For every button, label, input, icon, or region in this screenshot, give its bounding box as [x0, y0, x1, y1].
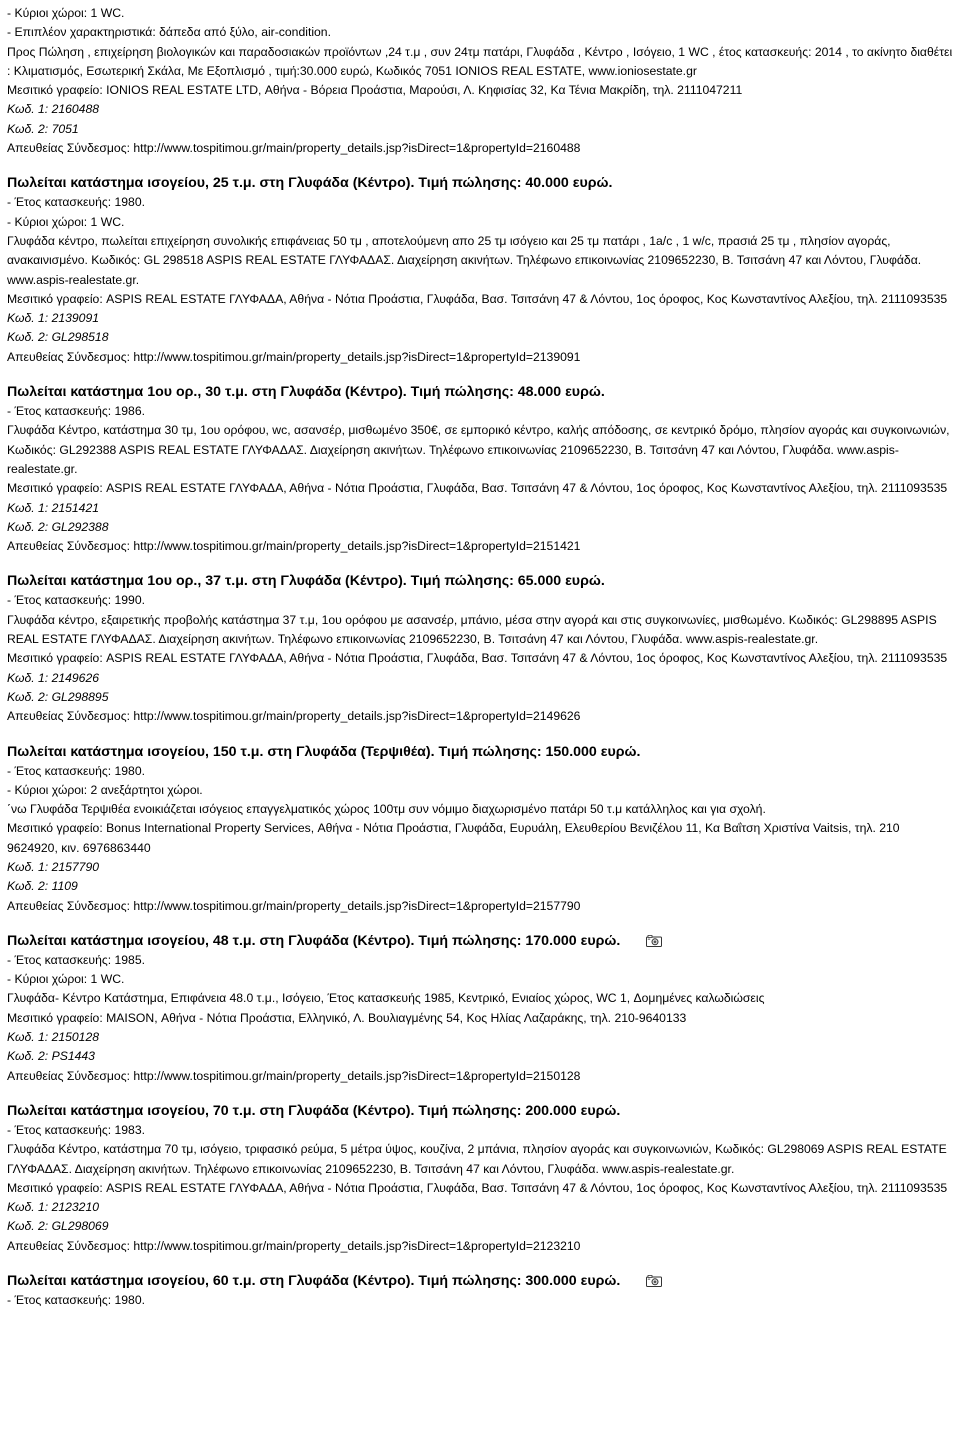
code-2: Κωδ. 2: GL298069 [7, 1219, 109, 1234]
code-2: Κωδ. 2: PS1443 [7, 1049, 95, 1064]
listings [7, 173, 953, 1310]
direct-link[interactable]: Απευθείας Σύνδεσμος: http://www.tospitimou.gr/main/property_details.jsp?isDirect=1&propertyId=2139091 [7, 349, 581, 364]
listing-title-text: Πωλείται κατάστημα 1ου ορ., 37 τ.μ. στη Γλυφάδα (Κέντρο). Τιμή πώλησης: 65.000 ευρώ. [7, 573, 605, 590]
listing-description: Γλυφάδα Κέντρο, κατάστημα 70 τμ, ισόγειο, τριφασικό ρεύμα, 5 μέτρα ύψος, κουζίνα, 2 μπάνια, πλησίον αγοράς και συγκοινωνιών, Κωδικός: GL298069 ASPIS REAL ESTATE ΓΛΥΦΑΔΑΣ. Διαχείρηση ακινήτων. Τηλέφωνο επικοινωνίας 2109652230, Β. Τσιτσάνη 47 και Λόντου, Γλυφάδα. www.aspis-realestate.gr. [7, 1142, 947, 1176]
listing-title-text: Πωλείται κατάστημα ισογείου, 25 τ.μ. στη Γλυφάδα (Κέντρο). Τιμή πώλησης: 40.000 ευρώ. [7, 175, 613, 192]
code-2: Κωδ. 2: 7051 [7, 121, 79, 136]
year-line: - Έτος κατασκευής: 1980. [7, 763, 145, 778]
year-line: - Έτος κατασκευής: 1983. [7, 1122, 145, 1137]
agency-line: Μεσιτικό γραφείο: ASPIS REAL ESTATE ΓΛΥΦΑΔΑ, Αθήνα - Νότια Προάστια, Γλυφάδα, Βασ. Τσιτσάνη 47 & Λόντου, 1ος όροφος, Κος Κωνσταντίνος Αλεξίου, τηλ. 2111093535 [7, 651, 948, 666]
previous-listing-tail [7, 4, 953, 158]
year-line: - Έτος κατασκευής: 1990. [7, 593, 145, 608]
direct-link[interactable]: Απευθείας Σύνδεσμος: http://www.tospitimou.gr/main/property_details.jsp?isDirect=1&propertyId=2123210 [7, 1238, 581, 1253]
listing-title[interactable] [7, 742, 953, 762]
listing-title[interactable] [7, 931, 953, 951]
features-line: - Επιπλέον χαρακτηριστικά: δάπεδα από ξύλο, air-condition. [7, 25, 331, 40]
year-line: - Έτος κατασκευής: 1986. [7, 404, 145, 419]
agency-line: Μεσιτικό γραφείο: ASPIS REAL ESTATE ΓΛΥΦΑΔΑ, Αθήνα - Νότια Προάστια, Γλυφάδα, Βασ. Τσιτσάνη 47 & Λόντου, 1ος όροφος, Κος Κωνσταντίνος Αλεξίου, τηλ. 2111093535 [7, 1180, 948, 1195]
listing-description: ΄νω Γλυφάδα Τερψιθέα ενοικιάζεται ισόγειος επαγγελματικός χώρος 100τμ συν νόμιμο διαχωρισμένο πατάρι 50 τ.μ κατάλληλος και για σχολή. [7, 802, 766, 817]
code-1: Κωδ. 1: 2139091 [7, 311, 100, 326]
agency-line: Μεσιτικό γραφείο: IONIOS REAL ESTATE LTD, Αθήνα - Βόρεια Προάστια, Μαρούσι, Λ. Κηφισίας 32, Κα Τένια Μακρίδη, τηλ. 2111047211 [7, 83, 743, 98]
code-1: Κωδ. 1: 2123210 [7, 1200, 100, 1215]
listing [7, 1101, 953, 1256]
code-1: Κωδ. 1: 2157790 [7, 859, 100, 874]
direct-link[interactable]: Απευθείας Σύνδεσμος: http://www.tospitimou.gr/main/property_details.jsp?isDirect=1&propertyId=2151421 [7, 539, 581, 554]
agency-line: Μεσιτικό γραφείο: MAISON, Αθήνα - Νότια Προάστια, Ελληνικό, Λ. Βουλιαγμένης 54, Κος Ηλίας Λαζαράκης, τηλ. 210-9640133 [7, 1010, 687, 1025]
listing-title[interactable] [7, 1101, 953, 1121]
direct-link[interactable]: Απευθείας Σύνδεσμος: http://www.tospitimou.gr/main/property_details.jsp?isDirect=1&propertyId=2157790 [7, 898, 581, 913]
listing-description: Γλυφάδα Κέντρο, κατάστημα 30 τμ, 1ου ορόφου, wc, ασανσέρ, μισθωμένο 350€, σε εμπορικό κέντρο, καλής απόδοσης, σε κεντρικό δρόμο, πλησίον αγοράς και συγκοινωνιών, Κωδικός: GL292388 ASPIS REAL ESTATE ΓΛΥΦΑΔΑΣ. Διαχείρηση ακινήτων. Τηλέφωνο επικοινωνίας 2109652230, Β. Τσιτσάνη 47 και Λόντου, Γλυφάδα. www.aspis-realestate.gr. [7, 423, 950, 476]
agency-line: Μεσιτικό γραφείο: Bonus International Property Services, Αθήνα - Νότια Προάστια, Γλυφάδα, Ευρυάλη, Ελευθερίου Βενιζέλου 11, Κα Βαΐτση Χριστίνα Vaitsis, τηλ. 210 9624920, κιν. 6976863440 [7, 821, 900, 855]
listing-description: Γλυφάδα κέντρο, εξαιρετικής προβολής κατάστημα 37 τ.μ, 1ου ορόφου με ασανσέρ, μπάνιο, μέσα στην αγορά και στις συγκοινωνίες, μισθωμένο. Κωδικός: GL298895 ASPIS REAL ESTATE ΓΛΥΦΑΔΑΣ. Διαχείρηση ακινήτων. Τηλέφωνο επικοινωνίας 2109652230, Β. Τσιτσάνη 47 και Λόντου, Γλυφάδα. www.aspis-realestate.gr. [7, 612, 937, 647]
listing [7, 571, 953, 726]
listing-title[interactable] [7, 382, 953, 402]
listing-description: Γλυφάδα- Κέντρο Κατάστημα, Επιφάνεια 48.0 τ.μ., Ισόγειο, Έτος κατασκευής 1985, Κεντρικό, Ενιαίος χώρος, WC 1, Δομημένες καλωδιώσεις [7, 991, 765, 1006]
code-2: Κωδ. 2: GL292388 [7, 519, 109, 534]
listing-description: Προς Πώληση , επιχείρηση βιολογικών και παραδοσιακών προϊόντων ,24 τ.μ , συν 24τμ πατάρι, Γλυφάδα , Κέντρο , Ισόγειο, 1 WC , έτος κατασκευής: 2014 , το ακίνητο διαθέτει : Κλιματισμός, Εσωτερική Σκάλα, Με Εξοπλισμό , τιμή:30.000 ευρώ, Κωδικός 7051 IONIOS REAL ESTATE, www.ioniosestate.gr [7, 44, 953, 78]
listing [7, 382, 953, 556]
code-1: Κωδ. 1: 2151421 [7, 500, 100, 515]
listing [7, 1271, 953, 1310]
listing-title-text: Πωλείται κατάστημα ισογείου, 150 τ.μ. στη Γλυφάδα (Τερψιθέα). Τιμή πώλησης: 150.000 ευρώ. [7, 743, 641, 760]
year-line: - Έτος κατασκευής: 1980. [7, 1293, 145, 1308]
listing-title-text: Πωλείται κατάστημα ισογείου, 60 τ.μ. στη Γλυφάδα (Κέντρο). Τιμή πώλησης: 300.000 ευρώ. [7, 1273, 621, 1290]
code-1: Κωδ. 1: 2150128 [7, 1030, 100, 1045]
listing-title-text: Πωλείται κατάστημα ισογείου, 48 τ.μ. στη Γλυφάδα (Κέντρο). Τιμή πώλησης: 170.000 ευρώ. [7, 932, 621, 949]
direct-link[interactable]: Απευθείας Σύνδεσμος: http://www.tospitimou.gr/main/property_details.jsp?isDirect=1&propertyId=2150128 [7, 1068, 581, 1083]
rooms-line: - Κύριοι χώροι: 1 WC. [7, 972, 125, 987]
direct-link[interactable]: Απευθείας Σύνδεσμος: http://www.tospitimou.gr/main/property_details.jsp?isDirect=1&propertyId=2149626 [7, 709, 581, 724]
camera-icon[interactable] [646, 1275, 662, 1287]
year-line: - Έτος κατασκευής: 1980. [7, 195, 145, 210]
camera-icon[interactable] [646, 935, 662, 947]
listing-title[interactable] [7, 571, 953, 591]
agency-line: Μεσιτικό γραφείο: ASPIS REAL ESTATE ΓΛΥΦΑΔΑ, Αθήνα - Νότια Προάστια, Γλυφάδα, Βασ. Τσιτσάνη 47 & Λόντου, 1ος όροφος, Κος Κωνσταντίνος Αλεξίου, τηλ. 2111093535 [7, 291, 948, 306]
listing [7, 173, 953, 367]
listing-title-text: Πωλείται κατάστημα 1ου ορ., 30 τ.μ. στη Γλυφάδα (Κέντρο). Τιμή πώλησης: 48.000 ευρώ. [7, 384, 605, 401]
listing-description: Γλυφάδα κέντρο, πωλείται επιχείρηση συνολικής επιφάνειας 50 τμ , αποτελούμενη απο 25 τμ ισόγειο και 25 τμ πατάρι , 1a/c , 1 w/c, πρασιά 25 τμ , πλησίον αγοράς, ανακαινισμένο. Κωδικός: GL 298518 ASPIS REAL ESTATE ΓΛΥΦΑΔΑΣ. Διαχείρηση ακινήτων. Τηλέφωνο επικοινωνίας 2109652230, Β. Τσιτσάνη 47 και Λόντου, Γλυφάδα. www.aspis-realestate.gr. [7, 233, 922, 287]
agency-line: Μεσιτικό γραφείο: ASPIS REAL ESTATE ΓΛΥΦΑΔΑ, Αθήνα - Νότια Προάστια, Γλυφάδα, Βασ. Τσιτσάνη 47 & Λόντου, 1ος όροφος, Κος Κωνσταντίνος Αλεξίου, τηλ. 2111093535 [7, 481, 948, 496]
rooms-line: - Κύριοι χώροι: 2 ανεξάρτητοι χώροι. [7, 782, 203, 797]
code-2: Κωδ. 2: GL298518 [7, 330, 109, 345]
code-2: Κωδ. 2: GL298895 [7, 689, 109, 704]
listing-title[interactable] [7, 173, 953, 193]
code-1: Κωδ. 1: 2160488 [7, 102, 100, 117]
listing [7, 931, 953, 1086]
code-1: Κωδ. 1: 2149626 [7, 670, 100, 685]
year-line: - Έτος κατασκευής: 1985. [7, 952, 145, 967]
rooms-line: - Κύριοι χώροι: 1 WC. [7, 6, 125, 20]
listing-title-text: Πωλείται κατάστημα ισογείου, 70 τ.μ. στη Γλυφάδα (Κέντρο). Τιμή πώλησης: 200.000 ευρώ. [7, 1102, 621, 1119]
direct-link[interactable]: Απευθείας Σύνδεσμος: http://www.tospitimou.gr/main/property_details.jsp?isDirect=1&propertyId=2160488 [7, 141, 581, 156]
rooms-line: - Κύριοι χώροι: 1 WC. [7, 214, 125, 229]
listing [7, 742, 953, 916]
listing-title[interactable] [7, 1271, 953, 1291]
code-2: Κωδ. 2: 1109 [7, 879, 78, 894]
